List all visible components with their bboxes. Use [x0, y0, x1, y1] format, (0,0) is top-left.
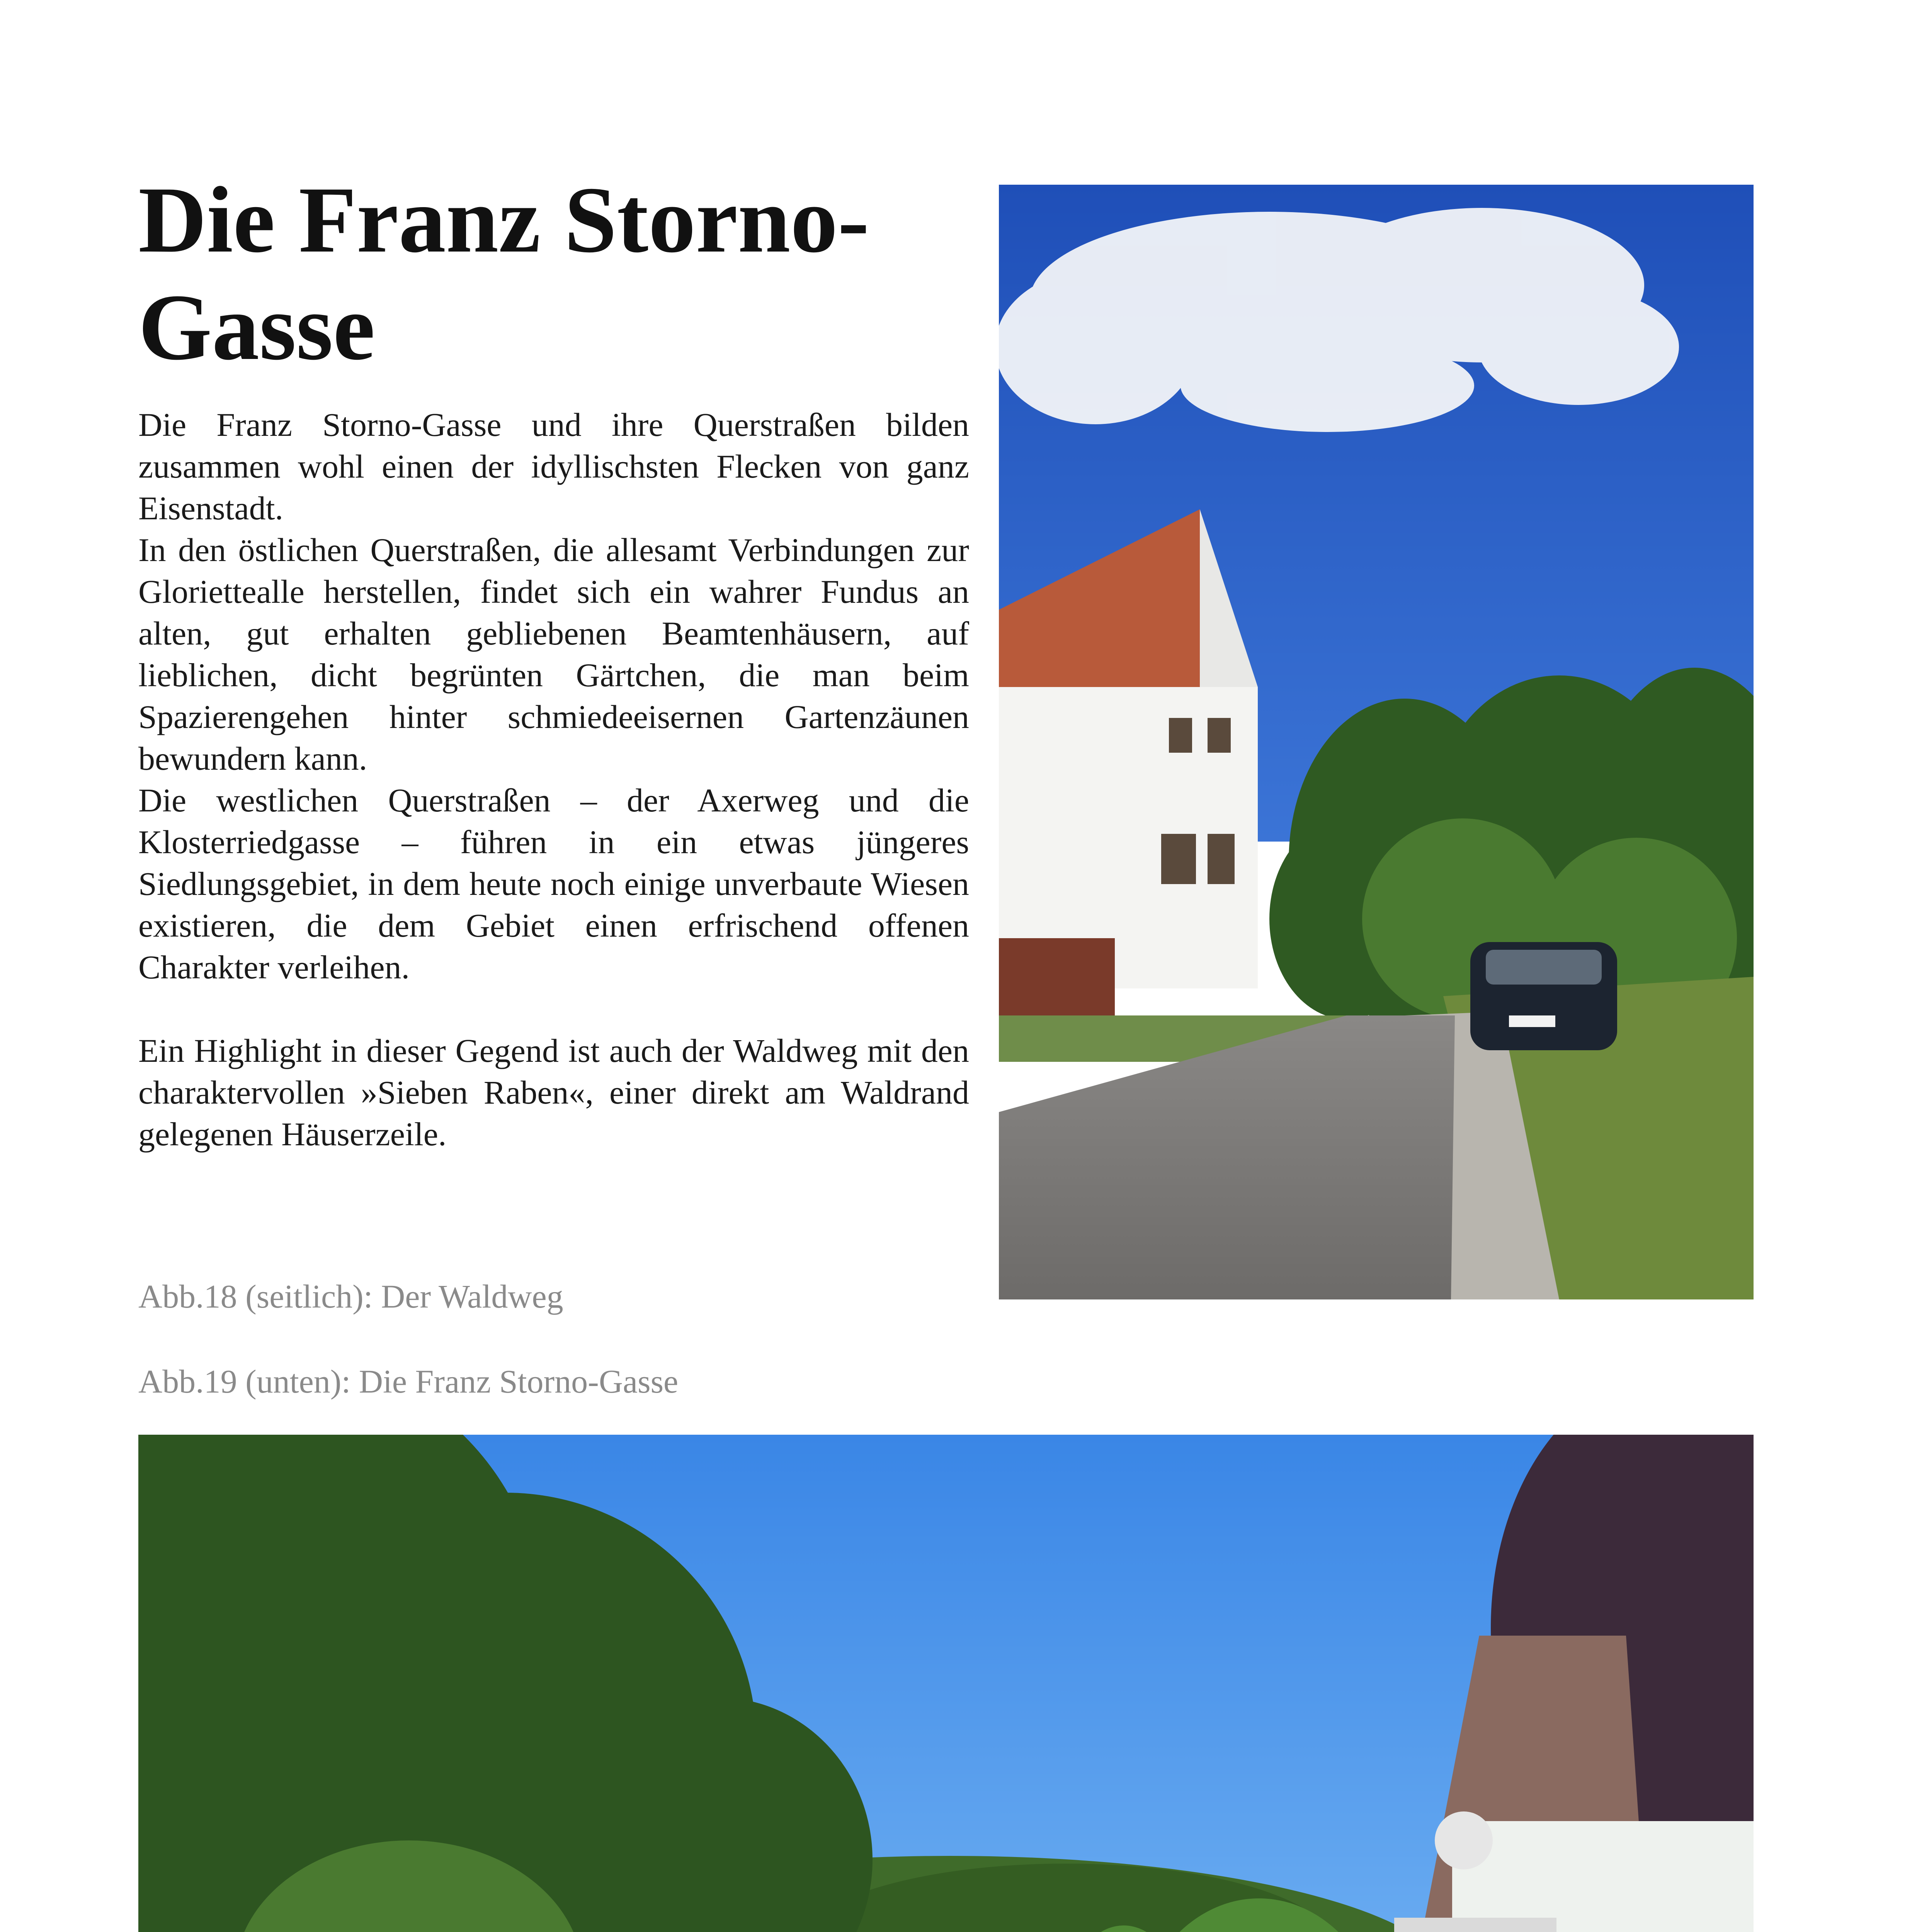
- paragraph-highlight: Ein Highlight in dieser Gegend ist auch der Waldweg mit den charaktervollen »Sieben Raben«, einer direkt am Waldrand gelegenen Häuserzeile.: [138, 1032, 969, 1153]
- caption-fig18: Abb.18 (seitlich): Der Waldweg: [138, 1278, 563, 1315]
- storno-gasse-illustration: [138, 1435, 1754, 1932]
- photo-franz-storno-gasse: [138, 1435, 1754, 1932]
- page-title: Die Franz Storno-Gasse: [138, 167, 869, 379]
- waldweg-illustration: [999, 185, 1754, 1299]
- photo-waldweg: [999, 185, 1754, 1299]
- paragraph-intro: Die Franz Storno-Gasse und ihre Querstraßen bilden zusammen wohl einen der idyllischsten Flecken von ganz Eisenstadt.: [138, 406, 969, 527]
- article-body: [138, 404, 969, 1155]
- paragraph-west: Die westlichen Querstraßen – der Axerweg und die Klosterriedgasse – führen in ein etwas jüngeres Siedlungsgebiet, in dem heute noch einige unverbaute Wiesen existieren, die dem Gebiet einen erfrischend offenen Charakter verleihen.: [138, 782, 969, 986]
- caption-fig19: Abb.19 (unten): Die Franz Storno-Gasse: [138, 1363, 679, 1400]
- paragraph-east: In den östlichen Querstraßen, die allesamt Verbindungen zur Gloriettealle herstellen, findet sich ein wahrer Fundus an alten, gut erhalten gebliebenen Beamtenhäusern, auf lieblichen, dicht begrünten Gärtchen, die man beim Spazierengehen hinter schmiedeeisernen Gartenzäunen bewundern kann.: [138, 531, 969, 777]
